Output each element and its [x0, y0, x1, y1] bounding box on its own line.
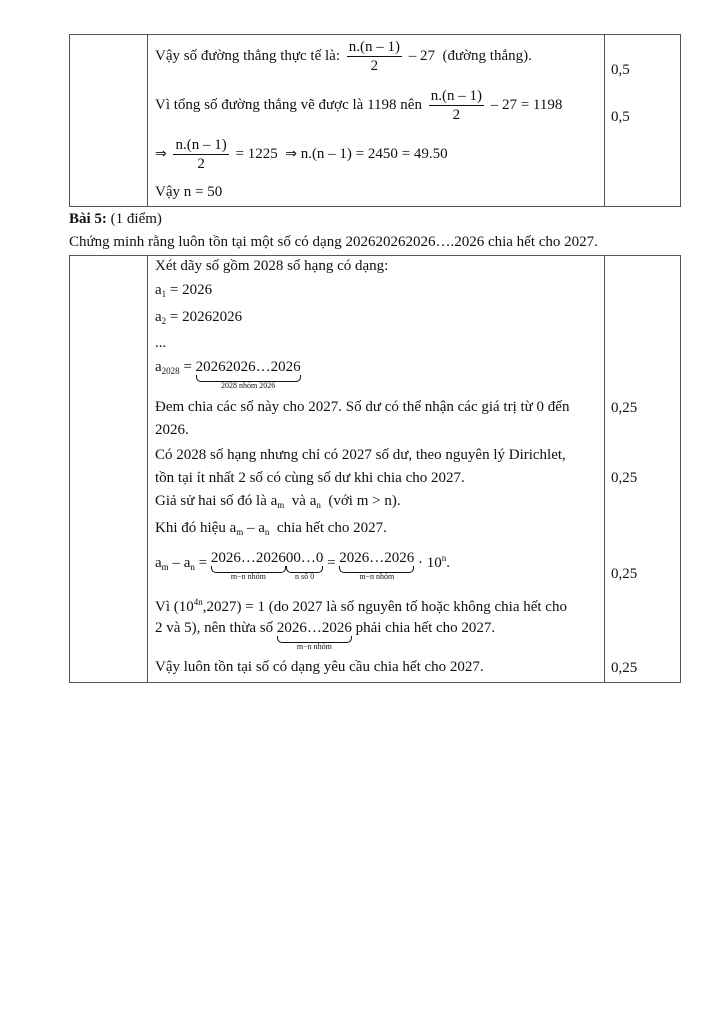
underbrace-2028-groups — [195, 358, 301, 390]
text-minus-27: – 27 — [408, 47, 435, 64]
subscript-n: n — [316, 500, 321, 510]
fraction-numerator: n.(n – 1) — [430, 88, 482, 104]
equals-sign: = — [198, 555, 208, 571]
subscript-n: n — [264, 527, 270, 537]
term-a1 — [155, 281, 212, 303]
text-fragment: – a — [247, 520, 265, 536]
subscript-m: m — [277, 500, 285, 510]
text-dirichlet-cont: tồn tại ít nhất 2 số có cùng số dư khi chia cho 2027. — [155, 470, 465, 486]
fraction-denominator: 2 — [452, 107, 461, 123]
underbrace-label: m−n nhóm — [359, 572, 395, 581]
power-of-ten: · 10 — [418, 555, 442, 571]
text-conclusion: Vậy luôn tồn tại số có dạng yêu cầu chia hết cho 2027. — [155, 659, 484, 675]
text-sequence-intro: Xét dãy số gồm 2028 số hạng có dạng: — [155, 258, 389, 274]
text-fragment: ,2027) = 1 (do 2027 là số nguyên tố hoặc không chia hết cho — [202, 599, 567, 615]
text-unit-lines: (đường thẳng). — [442, 47, 532, 64]
equation-difference — [155, 549, 451, 581]
term-value: = 20262026 — [169, 309, 243, 325]
text-factor-divisible — [155, 619, 496, 651]
table-column-index — [70, 35, 148, 206]
underbrace-label: m−n nhóm — [296, 642, 332, 651]
fraction-n-n-1-over-2 — [347, 38, 402, 75]
text-assume-am-an — [155, 492, 401, 514]
fraction-numerator: n.(n – 1) — [175, 137, 227, 153]
digit-group: 2026…2026 — [210, 550, 286, 566]
problem-5-title: Bài 5: — [69, 211, 107, 227]
text-fragment: 2 và 5), nên thừa số — [155, 620, 274, 636]
text-total-lines: Vì tổng số đường thẳng vẽ được là 1198 nên — [155, 96, 422, 113]
underbrace-label: n số 0 — [295, 572, 315, 581]
term-index: 1 — [161, 289, 167, 299]
equals-sign: = — [183, 359, 192, 375]
fraction-denominator: 2 — [370, 58, 379, 74]
fraction-n-n-1-over-2 — [429, 87, 484, 124]
fraction-n-n-1-over-2 — [173, 136, 228, 173]
score-row1: 0,5 — [611, 62, 630, 78]
implies-arrow-icon: ⇒ — [285, 145, 297, 162]
term-value: 20262026…2026 — [195, 359, 301, 375]
text-division-remainders-cont: 2026. — [155, 422, 189, 438]
problem-5-heading — [69, 210, 162, 228]
term-value: = 2026 — [169, 282, 213, 298]
text-fragment: phải chia hết cho 2027. — [355, 620, 496, 636]
text-fragment: (với m > n). — [328, 493, 401, 509]
term-symbol: a — [155, 282, 162, 298]
digit-group: 00…0 — [285, 550, 324, 566]
problem-5-statement: Chứng minh rằng luôn tồn tại một số có dạng 202620262026….2026 chia hết cho 2027. — [69, 234, 598, 250]
text-fragment: Giả sử hai số đó là a — [155, 493, 278, 509]
term-a2 — [155, 308, 242, 330]
text-product-2450: n.(n – 1) = 2450 = 49.50 — [300, 145, 448, 162]
superscript-4n: 4n — [193, 597, 203, 607]
digit-group: 2026…2026 — [276, 620, 352, 636]
equals-sign: = — [327, 555, 336, 571]
score-step4: 0,25 — [611, 660, 638, 676]
term-index: 2028 — [161, 366, 180, 376]
underbrace-group-2 — [339, 549, 415, 581]
period: . — [446, 555, 451, 571]
fraction-denominator: 2 — [197, 156, 205, 172]
text-dirichlet: Có 2028 số hạng nhưng chỉ có 2027 số dư, theo nguyên lý Dirichlet, — [155, 447, 566, 463]
text-fragment: Khi đó hiệu a — [155, 520, 237, 536]
text-fragment: và a — [291, 493, 317, 509]
text-fragment: Vì (10 — [155, 599, 194, 615]
problem-5-points: (1 điểm) — [110, 211, 162, 227]
term-symbol: a — [155, 309, 162, 325]
underbrace-group-zeros — [285, 549, 324, 581]
text-division-remainders: Đem chia các số này cho 2027. Số dư có thể nhận các giá trị từ 0 đến — [155, 399, 570, 415]
subscript-m: m — [236, 527, 244, 537]
fraction-numerator: n.(n – 1) — [348, 39, 400, 55]
text-fragment: chia hết cho 2027. — [276, 520, 387, 536]
score-step1: 0,25 — [611, 400, 638, 416]
term-symbol: a — [155, 359, 162, 375]
digit-group: 2026…2026 — [339, 550, 415, 566]
score-step2: 0,25 — [611, 470, 638, 486]
subscript-n: n — [190, 562, 195, 572]
underbrace-factor — [276, 619, 352, 651]
underbrace-label: 2028 nhóm 2026 — [221, 381, 276, 390]
implies-arrow-icon: ⇒ — [155, 145, 167, 162]
row-total-lines — [155, 87, 562, 124]
subscript-m: m — [161, 562, 169, 572]
underbrace-label: m−n nhóm — [230, 572, 266, 581]
underbrace-group-1 — [210, 549, 286, 581]
text-coprime-reason — [155, 593, 567, 616]
text-equals-1225: = 1225 — [235, 145, 278, 162]
text-difference-divisible — [155, 519, 387, 541]
term-symbol: – a — [172, 555, 191, 571]
superscript-n: n — [441, 553, 447, 563]
row-implication — [155, 136, 448, 173]
table-column-index — [70, 256, 148, 682]
term-symbol: a — [155, 555, 162, 571]
score-row2: 0,5 — [611, 109, 630, 125]
score-step3: 0,25 — [611, 566, 638, 582]
ellipsis: ... — [155, 335, 167, 351]
text-actual-lines: Vậy số đường thẳng thực tế là: — [155, 47, 340, 64]
row-actual-lines — [155, 38, 532, 75]
term-a2028 — [155, 358, 301, 390]
text-equation-1198: – 27 = 1198 — [490, 96, 563, 113]
text-n-equals-50: Vậy n = 50 — [155, 184, 223, 200]
term-index: 2 — [161, 316, 167, 326]
